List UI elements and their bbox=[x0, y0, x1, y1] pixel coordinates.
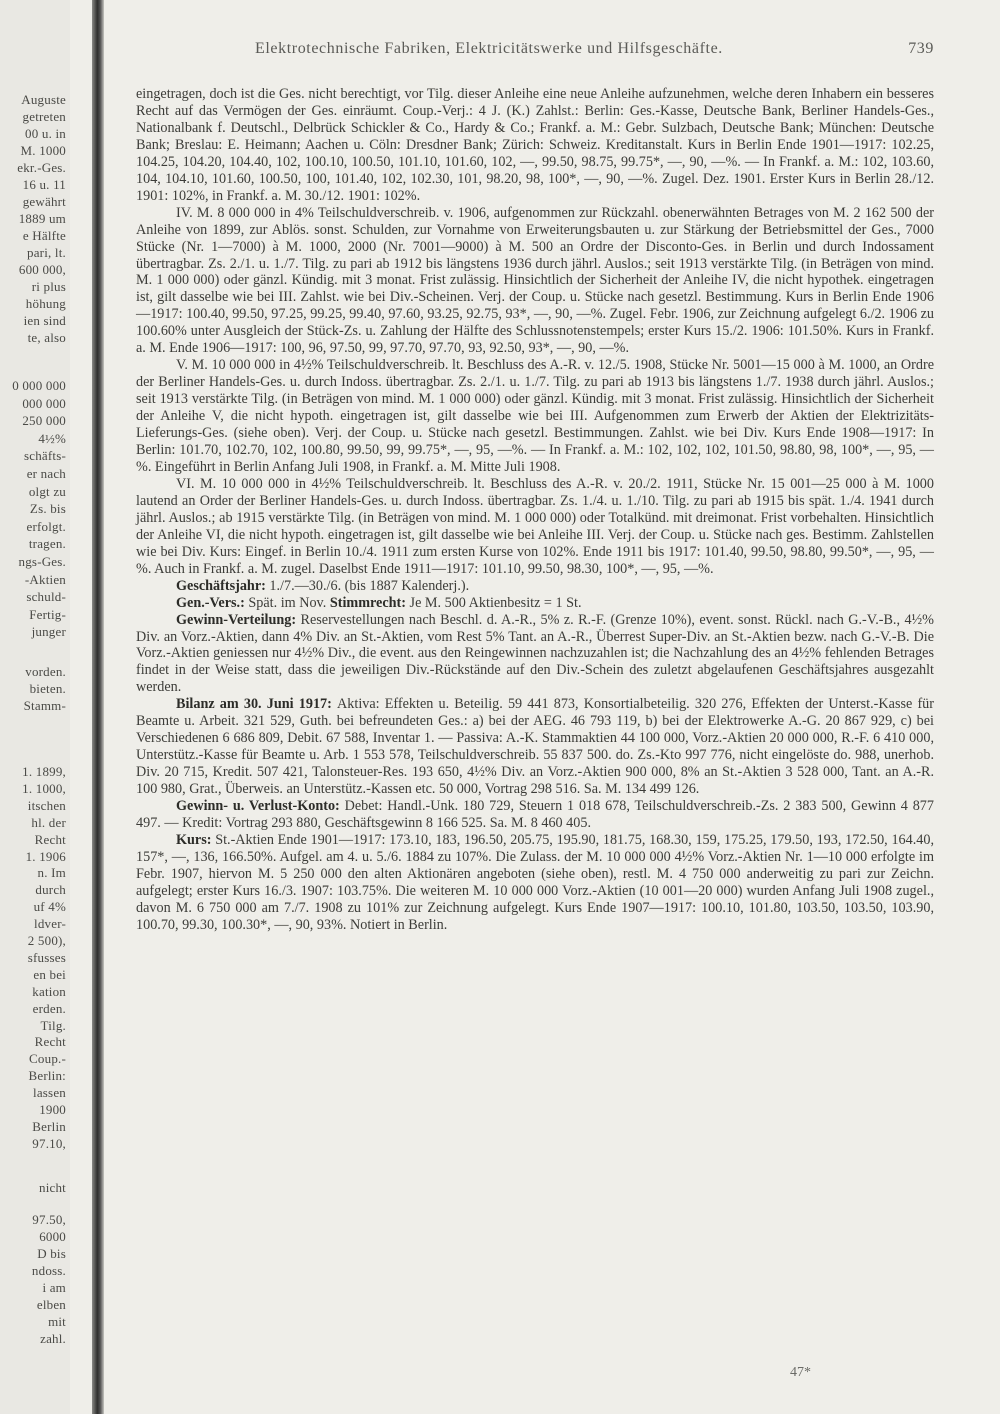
margin-fragment: olgt zu bbox=[28, 483, 66, 499]
paragraph-text: Spät. im Nov. bbox=[248, 594, 330, 611]
margin-fragment: 1. 1000, bbox=[22, 780, 66, 796]
margin-fragment: Stamm- bbox=[23, 698, 66, 713]
margin-fragment: 97.50, bbox=[32, 1212, 66, 1227]
margin-fragment: 1. 1906 bbox=[25, 848, 66, 864]
margin-fragment: Berlin bbox=[32, 1118, 66, 1134]
margin-fragment: Berlin: bbox=[28, 1068, 66, 1084]
margin-fragment: pari, lt. bbox=[27, 245, 66, 260]
paragraph bbox=[136, 578, 934, 595]
section-label: Stimmrecht: bbox=[329, 594, 410, 611]
paragraph-text: Reservestellungen nach Beschl. d. A.-R., 5% z. R.-F. (Grenze 10%), event. sonst. Rückl. nach G.-V.-B., 4½% Div. an Vorz.-Aktien, dann 4% Div. an St.-Aktien, vom Rest 5% Tant. an A.-R., Überrest Super-Div. an St.-Aktien bezw. nach G.-V.-B. Die Vorz.-Aktien geniessen nur 4½% Div., die event. aus den Reingewinnen nachzuzahlen ist; die Nachzahlung des an 4½% fehlenden Betrages findet in der Weise statt, dass die jeweiligen Div.-Rückstände auf den Div.-Schein des zuletzt abgelaufenen Geschäftsjahres ausgezahlt werden. bbox=[136, 611, 934, 696]
margin-fragment: Auguste bbox=[21, 92, 66, 107]
margin-fragment: 00 u. in bbox=[25, 126, 66, 141]
signature-mark: 47* bbox=[790, 1365, 811, 1380]
margin-fragment: e Hälfte bbox=[22, 228, 66, 243]
margin-fragment: vorden. bbox=[25, 664, 66, 679]
paragraph bbox=[136, 595, 934, 612]
margin-fragment: durch bbox=[35, 882, 66, 898]
paragraph-text: 1./7.—30./6. (bis 1887 Kalenderj.). bbox=[269, 577, 470, 594]
paragraph-text: Je M. 500 Aktienbesitz = 1 St. bbox=[409, 594, 582, 611]
margin-fragment: Recht bbox=[34, 1034, 66, 1050]
margin-fragment: 97.10, bbox=[32, 1135, 66, 1151]
margin-fragment: 000 000 bbox=[22, 395, 66, 411]
margin-fragment: erfolgt. bbox=[26, 518, 66, 534]
margin-fragment: getreten bbox=[22, 109, 66, 124]
margin-fragment: ien sind bbox=[23, 313, 66, 328]
page-number: 739 bbox=[908, 40, 934, 57]
margin-fragment: uf 4% bbox=[33, 899, 66, 915]
margin-fragment: er nach bbox=[26, 466, 66, 481]
margin-fragment: 1889 um bbox=[18, 211, 66, 226]
margin-fragment: hl. der bbox=[31, 814, 66, 830]
margin-fragment: ekr.-Ges. bbox=[17, 160, 66, 175]
margin-fragment: höhung bbox=[25, 296, 66, 311]
paragraph bbox=[136, 612, 934, 697]
margin-fragment: 1900 bbox=[39, 1102, 66, 1117]
margin-fragment: -Aktien bbox=[24, 571, 66, 587]
section-label: Bilanz am 30. Juni 1917: bbox=[176, 696, 338, 713]
margin-fragment: en bei bbox=[33, 966, 66, 982]
margin-fragment: Recht bbox=[34, 831, 66, 847]
section-label: Gewinn- u. Verlust-Konto: bbox=[176, 798, 345, 815]
margin-fragment: 6000 bbox=[39, 1229, 66, 1244]
margin-fragment: 600 000, bbox=[18, 262, 66, 277]
margin-fragment: 16 u. 11 bbox=[22, 177, 66, 192]
margin-fragment: zahl. bbox=[40, 1331, 66, 1346]
paragraph bbox=[136, 832, 934, 934]
margin-fragment: mit bbox=[48, 1314, 66, 1329]
margin-fragment: Tilg. bbox=[40, 1017, 66, 1033]
margin-fragment: n. Im bbox=[37, 865, 66, 881]
margin-fragment: 4½% bbox=[38, 430, 66, 446]
book-gutter bbox=[92, 0, 104, 1414]
paragraph-text: IV. M. 8 000 000 in 4% Teilschuldverschreib. v. 1906, aufgenommen zur Rückzahl. obenerwähnten Betrages von M. 2 162 500 der Anleihe von 1899, zur Ablös. sonst. Schulden, zur Vornahme von Erweiterungsbauten u. zur Stärkung der Betriebsmittel der Ges., 7000 Stücke (Nr. 1—7000) à M. 1000, 2000 (Nr. 7001—9000) à M. 500 an Ordre der Disconto-Ges. in Berlin und durch Indossament übertragbar. Zs. 2./1. u. 1./7. Tilg. zu pari ab 1912 bis längstens 1936 durch jährl. Auslos.; seit 1913 verstärkte Tilg. (in Beträgen von mind. M. 1 000 000) oder gänzl. Kündig. mit 3 monat. Frist zulässig. Hinsichtlich der Sicherheit der Anleihe IV, die nicht hypothek. eingetragen ist, gilt dasselbe wie bei III. Zahlst. wie bei Div.-Scheinen. Verj. der Coup. u. Stücke nach gesetzl. Bestimmung. Kurs in Berlin Ende 1906—1917: 100.40, 99.50, 97.25, 99.25, 99.40, 97.60, 93.25, 92.75, 93*, —, 90, —%. Zugel. Febr. 1906, zur Zeichnung aufgelegt 6./2. 1906 zu 100.60% unter Ausgleich der Stück-Zs. u. Zahlung der Hälfte des Schlussnotenstempels; erster Kurs 15./2. 1906: 101.50%. Kurs in Frankf. a. M. Ende 1906—1917: 100, 96, 97.50, 99, 97.70, 97.70, 93, 92.50, 93*, —, 90, —%. bbox=[136, 204, 934, 357]
margin-fragment: ngs-Ges. bbox=[18, 554, 66, 569]
body-text bbox=[136, 86, 934, 934]
paragraph bbox=[136, 696, 934, 798]
margin-fragment: Coup.- bbox=[29, 1051, 66, 1067]
margin-fragment: Fertig- bbox=[29, 606, 66, 622]
margin-fragment: ldver- bbox=[34, 916, 66, 932]
running-header bbox=[135, 40, 938, 62]
margin-fragment: ri plus bbox=[31, 279, 66, 294]
paragraph bbox=[136, 86, 934, 205]
paragraph bbox=[136, 798, 934, 832]
margin-fragment: lassen bbox=[33, 1085, 66, 1101]
paragraph-text: Aktiva: Effekten u. Beteilig. 59 441 873, Konsortialbeteilig. 320 276, Effekten der Unterst.-Kasse für Beamte u. Arbeit. 321 529, Guth. bei befreundeten Ges.: a) bei der AEG. 46 793 119, b) bei der Elektrowerke A.-G. 20 867 929, c) bei Verschiedenen 6 686 809, Debit. 67 588, Inventar 1. — Passiva: A.-K. Stammaktien 44 100 000, Vorz.-Aktien 20 000 000, R.-F. 6 410 000, Unterstütz.-Kasse für Beamte u. Arb. 1 553 578, Teilschuldverschreib. 55 837 500. do. Zs.-Kto 997 776, nicht eingelöste do. 988, unerhob. Div. 20 715, Kredit. 507 421, Talonsteuer-Res. 193 650, 4½% Div. an Vorz.-Aktien 900 000, 8% an St.-Aktien 3 528 000, Tant. an A.-R. 100 980, Grat., Überweis. an Unterstütz.-Kassen etc. 50 000, Vortrag 298 516. Sa. M. 134 499 126. bbox=[136, 696, 934, 798]
margin-fragment: itschen bbox=[27, 797, 66, 813]
margin-fragment: schuld- bbox=[26, 589, 66, 605]
paragraph bbox=[136, 357, 934, 476]
paragraph-text: V. M. 10 000 000 in 4½% Teilschuldverschreib. lt. Beschluss des A.-R. v. 12./5. 1908, Stücke Nr. 5001—15 000 à M. 1000, an Ordre der Berliner Handels-Ges. u. durch Indoss. übertragbar. Zs. 2./1. u. 1./7. Tilg. zu pari ab 1913 bis längstens 1./7. 1938 durch jährl. Auslos.; seit 1913 verstärkte Tilg. (in Beträgen von mind. M. 1 000 000) oder gänzl. Kündig. mit 3 monat. Frist zulässig. Hinsichtlich der Sicherheit der Anleihe V, die nicht hypoth. eingetragen ist, gilt dasselbe wie bei III. Aufgenommen zum Erwerb der Aktien der Elektrizitäts-Lieferungs-Ges. (siehe oben). Verj. der Coup. u. Stücke nach gesetzl. Bestimmungen. Zahlst. wie bei Div. Kurs Ende 1908—1917: In Berlin: 101.70, 102.70, 102, 100.80, 99.50, 99, 99.75*, —, 95, —%. — In Frankf. a. M.: 102, 102, 102, 101.50, 98.80, 98, 100*, —, 95, —%. Eingeführt in Berlin Anfang Juli 1908, in Frankf. a. M. Mitte Juli 1908. bbox=[136, 357, 934, 475]
section-label: Gewinn-Verteilung: bbox=[176, 611, 301, 628]
margin-fragment: elben bbox=[36, 1297, 66, 1312]
margin-fragment: Zs. bis bbox=[29, 501, 66, 517]
section-label: Geschäftsjahr: bbox=[176, 577, 270, 594]
margin-fragment: tragen. bbox=[28, 536, 66, 552]
margin-fragment: M. 1000 bbox=[20, 143, 66, 158]
section-label: Kurs: bbox=[176, 831, 216, 848]
header-title: Elektrotechnische Fabriken, Elektricitätswerke und Hilfsgeschäfte. bbox=[255, 40, 723, 57]
paragraph-text: St.-Aktien Ende 1901—1917: 173.10, 183, 196.50, 205.75, 195.90, 181.75, 168.30, 159, 175.25, 179.50, 193, 172.50, 164.40, 157*, —, 136, 166.50%. Aufgel. am 4. u. 5./6. 1884 zu 107%. Die Zulass. der M. 10 000 000 4½% Vorz.-Aktien Nr. 1—10 000 erfolgte im Febr. 1907, hiervon M. 5 250 000 den alten Aktionären angeboten (siehe oben), restl. M. 4 750 000 anderweitig zu pari zur Zeichn. aufgelegt; erster Kurs 16./3. 1907: 103.75%. Die weiteren M. 10 000 000 Vorz.-Aktien (10 001—20 000) wurden Anfang Juli 1908 zugel., davon M. 6 750 000 am 7./7. 1908 zu 101% zur Zeichnung aufgelegt. Kurs Ende 1907—1917: 100.10, 101.80, 103.50, 103.50, 103.90, 100.70, 99.30, 100.30*, —, 90, 93%. Notiert in Berlin. bbox=[136, 831, 935, 933]
margin-fragment: nicht bbox=[39, 1180, 66, 1195]
margin-fragment: 1. 1899, bbox=[22, 764, 66, 779]
section-label: Gen.-Vers.: bbox=[176, 594, 249, 611]
paragraph bbox=[136, 205, 934, 358]
paragraph bbox=[136, 476, 934, 578]
margin-fragment: te, also bbox=[27, 330, 66, 345]
margin-fragment: 2 500), bbox=[27, 933, 66, 948]
margin-fragment: junger bbox=[31, 624, 66, 640]
margin-fragment: 250 000 bbox=[22, 413, 66, 429]
margin-fragment: D bis bbox=[37, 1246, 66, 1261]
margin-fragment: gewährt bbox=[22, 194, 66, 209]
margin-fragment: kation bbox=[32, 983, 66, 999]
margin-fragment: ndoss. bbox=[31, 1263, 66, 1278]
paragraph-text: Debet: Handl.-Unk. 180 729, Steuern 1 018 678, Teilschuldverschreib.-Zs. 2 383 500, Gewinn 4 877 497. — Kredit: Vortrag 293 880, Geschäftsgewinn 8 166 525. Sa. M. 8 460 405. bbox=[136, 798, 934, 831]
margin-fragment: i am bbox=[42, 1280, 66, 1295]
margin-fragment: bieten. bbox=[29, 681, 66, 696]
adjacent-page-margin bbox=[0, 0, 70, 1414]
margin-fragment: schäfts- bbox=[23, 448, 66, 464]
paragraph-text: VI. M. 10 000 000 in 4½% Teilschuldverschreib. lt. Beschluss des A.-R. v. 20./2. 1911, Stücke Nr. 15 001—25 000 à M. 1000 lautend an Order der Berliner Handels-Ges. u. durch Indoss. übertragbar. Zs. 1./4. u. 1./10. Tilg. zu pari ab 1915 bis spät. 1./4. 1941 durch jährl. Auslos.; ab 1915 verstärkte Tilg. (in Beträgen von mind. M. 1 000 000) oder Totalkünd. mit dreimonat. Frist vorbehalten. Hinsichtlich der Anleihe VI, die nicht hypoth. eingetragen ist, gilt dasselbe wie bei Anleihe III. Verj. der Coup. u. Stücke nach ges. Bestimm. Zahlstellen wie bei Div. Kurs: Eingef. in Berlin 10./4. 1911 zum ersten Kurse von 102%. Ende 1911 bis 1917: 101.40, 99.50, 98.80, 99.50*, —, 95, —%. Auch in Frankf. a. M. zugel. Daselbst Ende 1911—1917: 101.10, 99.50, 98.30, 100*, —, 95, —%. bbox=[136, 475, 934, 577]
margin-fragment: 0 000 000 bbox=[12, 378, 66, 393]
margin-fragment: sfusses bbox=[27, 949, 66, 965]
margin-fragment: erden. bbox=[32, 1000, 66, 1016]
paragraph-text: eingetragen, doch ist die Ges. nicht berechtigt, vor Tilg. dieser Anleihe eine neue Anleihe aufzunehmen, welche deren Inhabern ein besseres Recht auf das Vermögen der Ges. einräumt. Coup.-Verj.: 4 J. (K.) Zahlst.: Berlin: Ges.-Kasse, Deutsche Bank, Berliner Handels-Ges., Nationalbank f. Deutschl., Delbrück Schickler & Co., Hardy & Co.; Frankf. a. M.: Gebr. Sulzbach, Deutsche Bank; München: Deutsche Bank; Breslau: E. Heimann; Aachen u. Cöln: Dresdner Bank; Zürich: Schweiz. Kreditanstalt. Kurs in Berlin Ende 1901—1917: 102.25, 104.25, 104.20, 104.40, 102, 100.10, 100.50, 101.10, 101.60, 102, —, 99.50, 98.75, 99.75*, —, 90, —%. — In Frankf. a. M.: 102, 103.60, 104, 104.10, 101.60, 100.50, 100, 101.40, 102, 102.30, 101, 98.20, 98, 100*, —, 90, —%. Zugel. Dez. 1901. Erster Kurs in Berlin 28./12. 1901: 102%, in Frankf. a. M. 30./12. 1901: 102%. bbox=[136, 86, 934, 204]
